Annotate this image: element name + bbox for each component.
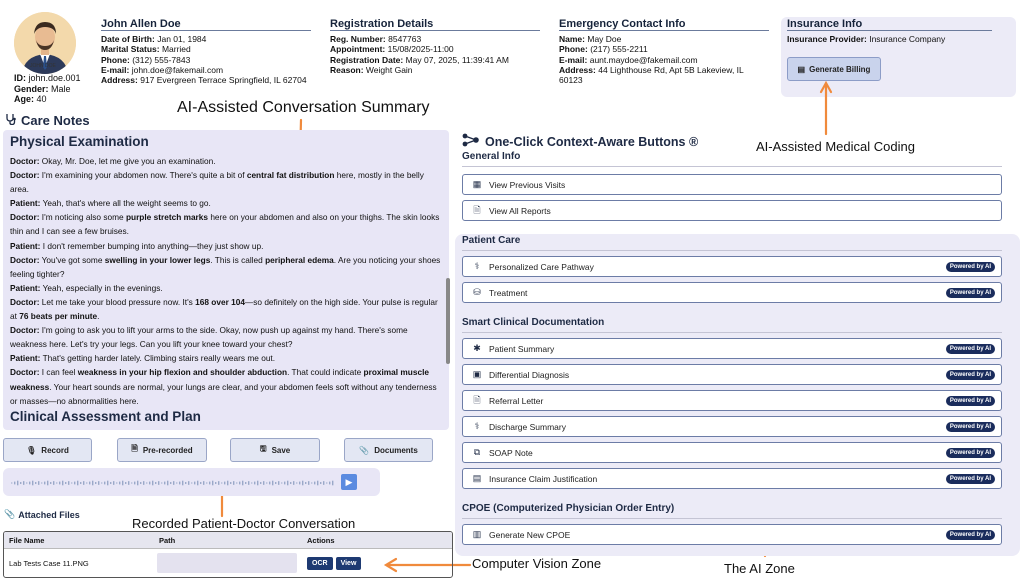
paperclip-icon: 📎: [359, 445, 370, 455]
care-pathway-button[interactable]: ⚕ Personalized Care Pathway Powered by AI: [462, 256, 1002, 277]
conversation-summary[interactable]: [3, 130, 449, 430]
report-icon: 🗎: [473, 204, 481, 215]
view-previous-visits-button[interactable]: ▦ View Previous Visits: [462, 174, 1002, 195]
dialogue-line: Doctor: Let me take your blood pressure now. It's 168 over 104—so definitely on the high side. Your pulse is regular at 76 beats per minute.: [10, 296, 438, 322]
paperclip-icon: 📎: [4, 509, 16, 519]
stethoscope-icon: ⚕: [474, 421, 480, 431]
annotation-summary: AI-Assisted Conversation Summary: [177, 99, 430, 116]
personal-info: John Allen Doe Date of Birth: Jan 01, 1984 Marital Status: Married Phone: (312) 555-7843 E-mail: john.doe@fakemail.com Address: 917 Evergreen Terrace Springfield, IL 62704: [101, 19, 311, 85]
dialogue-line: Doctor: You've got some swelling in your lower legs. This is called peripheral edema. Are you noticing your shoes feeling tighter?: [10, 254, 441, 279]
powered-by-ai-badge: Powered by AI: [946, 396, 995, 406]
user-plus-icon: ⚕: [474, 261, 480, 271]
speaker-label: Doctor:: [10, 325, 40, 336]
powered-by-ai-badge: Powered by AI: [946, 262, 995, 272]
emergency-contact: Emergency Contact Info Name: May Doe Phone: (217) 555-2211 E-mail: aunt.maydoe@fakemail.com Address: 44 Lighthouse Rd, Apt 5B Lakeview, IL 60123: [559, 19, 769, 85]
prerecorded-button[interactable]: 🗎 Pre-recorded: [117, 438, 207, 462]
asterisk-icon: ✱: [473, 343, 481, 353]
stethoscope-icon: [5, 113, 17, 128]
dialogue-line: Doctor: I'm examining your abdomen now. There's quite a bit of central fat distribution here, mostly in the belly area.: [10, 170, 424, 195]
speaker-label: Patient:: [10, 282, 41, 293]
powered-by-ai-badge: Powered by AI: [946, 474, 995, 484]
general-info-title: General Info: [462, 151, 1002, 167]
speaker-label: Doctor:: [10, 170, 40, 181]
audio-player[interactable]: [3, 468, 380, 496]
play-icon: ▶: [345, 476, 353, 487]
patient-gender: Male: [51, 83, 71, 94]
speaker-label: Doctor:: [10, 156, 40, 166]
table-header: File Name Path Actions: [4, 532, 452, 549]
save-button[interactable]: 🖫 Save: [230, 438, 320, 462]
attached-files-table: [3, 531, 453, 578]
play-button[interactable]: [341, 474, 357, 490]
generate-cpoe-button[interactable]: ▥ Generate New CPOE Powered by AI: [462, 524, 1002, 545]
speaker-label: Patient:: [10, 353, 41, 364]
transcript-scrollbar[interactable]: [446, 278, 450, 364]
patient-ids: ID: john.doe.001 Gender: Male Age: 40: [14, 73, 81, 104]
annotation-coding: AI-Assisted Medical Coding: [756, 139, 915, 154]
order-form-icon: ▥: [472, 529, 482, 539]
dialogue-line: Patient: That's getting harder lately. Climbing stairs really wears me out.: [10, 353, 276, 364]
speaker-label: Doctor:: [10, 254, 40, 265]
powered-by-ai-badge: Powered by AI: [946, 530, 995, 540]
care-notes-title: Care Notes: [5, 113, 90, 128]
discharge-summary-button[interactable]: ⚕ Discharge Summary Powered by AI: [462, 416, 1002, 437]
copy-icon: ⧉: [473, 447, 481, 457]
powered-by-ai-badge: Powered by AI: [946, 448, 995, 458]
dialogue-line: Doctor: I can feel weakness in your hip flexion and shoulder abduction. That could indicate proximal muscle weakness. Your heart sounds are normal, your lungs are clear, and your abdomen feels soft without any tenderness or masses—no abnormalities here.: [10, 367, 437, 406]
treatment-button[interactable]: ⛁ Treatment Powered by AI: [462, 282, 1002, 303]
attached-files-title: 📎 Attached Files: [4, 509, 80, 520]
record-button[interactable]: 🎙 Record: [3, 438, 92, 462]
dialogue-line: Patient: Yeah, that's where all the weight seems to go.: [10, 198, 211, 209]
avatar-caption: JOHN DOE: [30, 63, 56, 69]
annotation-ai-zone: The AI Zone: [724, 561, 795, 576]
file-path: [154, 553, 302, 573]
annotation-recorded: Recorded Patient-Doctor Conversation: [132, 516, 356, 531]
ai-buttons-title: One-Click Context-Aware Buttons ®: [462, 133, 698, 150]
dialogue-line: Doctor: I'm noticing also some purple stretch marks here on your abdomen and also on your thighs. The skin looks thin and I can see a few bruises.: [10, 212, 440, 237]
save-icon: 🖫: [259, 444, 267, 453]
annotation-vision: Computer Vision Zone: [472, 556, 602, 571]
file-name: Lab Tests Case 11.PNG: [9, 558, 89, 568]
speaker-label: Patient:: [10, 198, 41, 209]
smart-documentation-title: Smart Clinical Documentation: [462, 317, 1002, 333]
powered-by-ai-badge: Powered by AI: [946, 344, 995, 354]
file-icon: 🗎: [131, 444, 138, 453]
calendar-icon: ▦: [472, 179, 482, 189]
powered-by-ai-badge: Powered by AI: [946, 370, 995, 380]
documents-button[interactable]: 📎 Documents: [344, 438, 433, 462]
pill-bottle-icon: ⛁: [473, 287, 481, 297]
registration-details: Registration Details Reg. Number: 8547763 Appointment: 15/08/2025-11:00 Registration Date: May 07, 2025, 11:39:41 AM Reason: Weight Gain: [330, 19, 540, 75]
referral-letter-button[interactable]: 🗎 Referral Letter Powered by AI: [462, 390, 1002, 411]
patient-age: 40: [36, 94, 47, 104]
patient-summary-button[interactable]: ✱ Patient Summary Powered by AI: [462, 338, 1002, 359]
cpoe-title: CPOE (Computerized Physician Order Entry): [462, 503, 1002, 519]
powered-by-ai-badge: Powered by AI: [946, 422, 995, 432]
powered-by-ai-badge: Powered by AI: [946, 288, 995, 298]
insurance-claim-button[interactable]: ▤ Insurance Claim Justification Powered by AI: [462, 468, 1002, 489]
insurance-info: Insurance Info Insurance Provider: Insurance Company: [787, 19, 992, 44]
speaker-label: Doctor:: [10, 367, 40, 378]
id-card-icon: ▣: [472, 369, 482, 379]
ocr-button[interactable]: OCR: [307, 557, 333, 570]
dialogue-line: Doctor: Okay, Mr. Doe, let me give you an examination.: [10, 156, 216, 166]
dialogue-line: Doctor: I'm going to ask you to lift your arms to the side. Okay, now push up against my hand. There's some weakness here. Let's try your legs. Can you lift your knee toward your chest?: [10, 325, 408, 350]
dialogue: [10, 154, 441, 408]
document-icon: ▤: [797, 64, 806, 74]
receipt-icon: ▤: [472, 473, 482, 483]
speaker-label: Doctor:: [10, 212, 40, 223]
table-row: [4, 549, 452, 577]
audio-waveform: [11, 480, 336, 486]
patient-name: John Allen Doe: [101, 19, 311, 31]
document-icon: 🗎: [473, 394, 481, 405]
view-all-reports-button[interactable]: 🗎 View All Reports: [462, 200, 1002, 221]
microphone-icon: 🎙: [26, 445, 37, 455]
patient-care-title: Patient Care: [462, 235, 1002, 251]
network-icon: [462, 133, 480, 150]
section-assessment-plan: Clinical Assessment and Plan: [10, 408, 201, 424]
speaker-label: Patient:: [10, 240, 41, 251]
view-button[interactable]: View: [336, 557, 362, 570]
generate-billing-button[interactable]: ▤ Generate Billing: [787, 57, 881, 81]
patient-id: john.doe.001: [28, 73, 81, 83]
soap-note-button[interactable]: ⧉ SOAP Note Powered by AI: [462, 442, 1002, 463]
dialogue-line: Patient: Yeah, especially in the evenings.: [10, 282, 163, 293]
speaker-label: Doctor:: [10, 296, 40, 307]
differential-diagnosis-button[interactable]: ▣ Differential Diagnosis Powered by AI: [462, 364, 1002, 385]
dialogue-line: Patient: I don't remember bumping into anything—they just show up.: [10, 240, 264, 251]
section-physical-examination: Physical Examination: [10, 134, 149, 149]
